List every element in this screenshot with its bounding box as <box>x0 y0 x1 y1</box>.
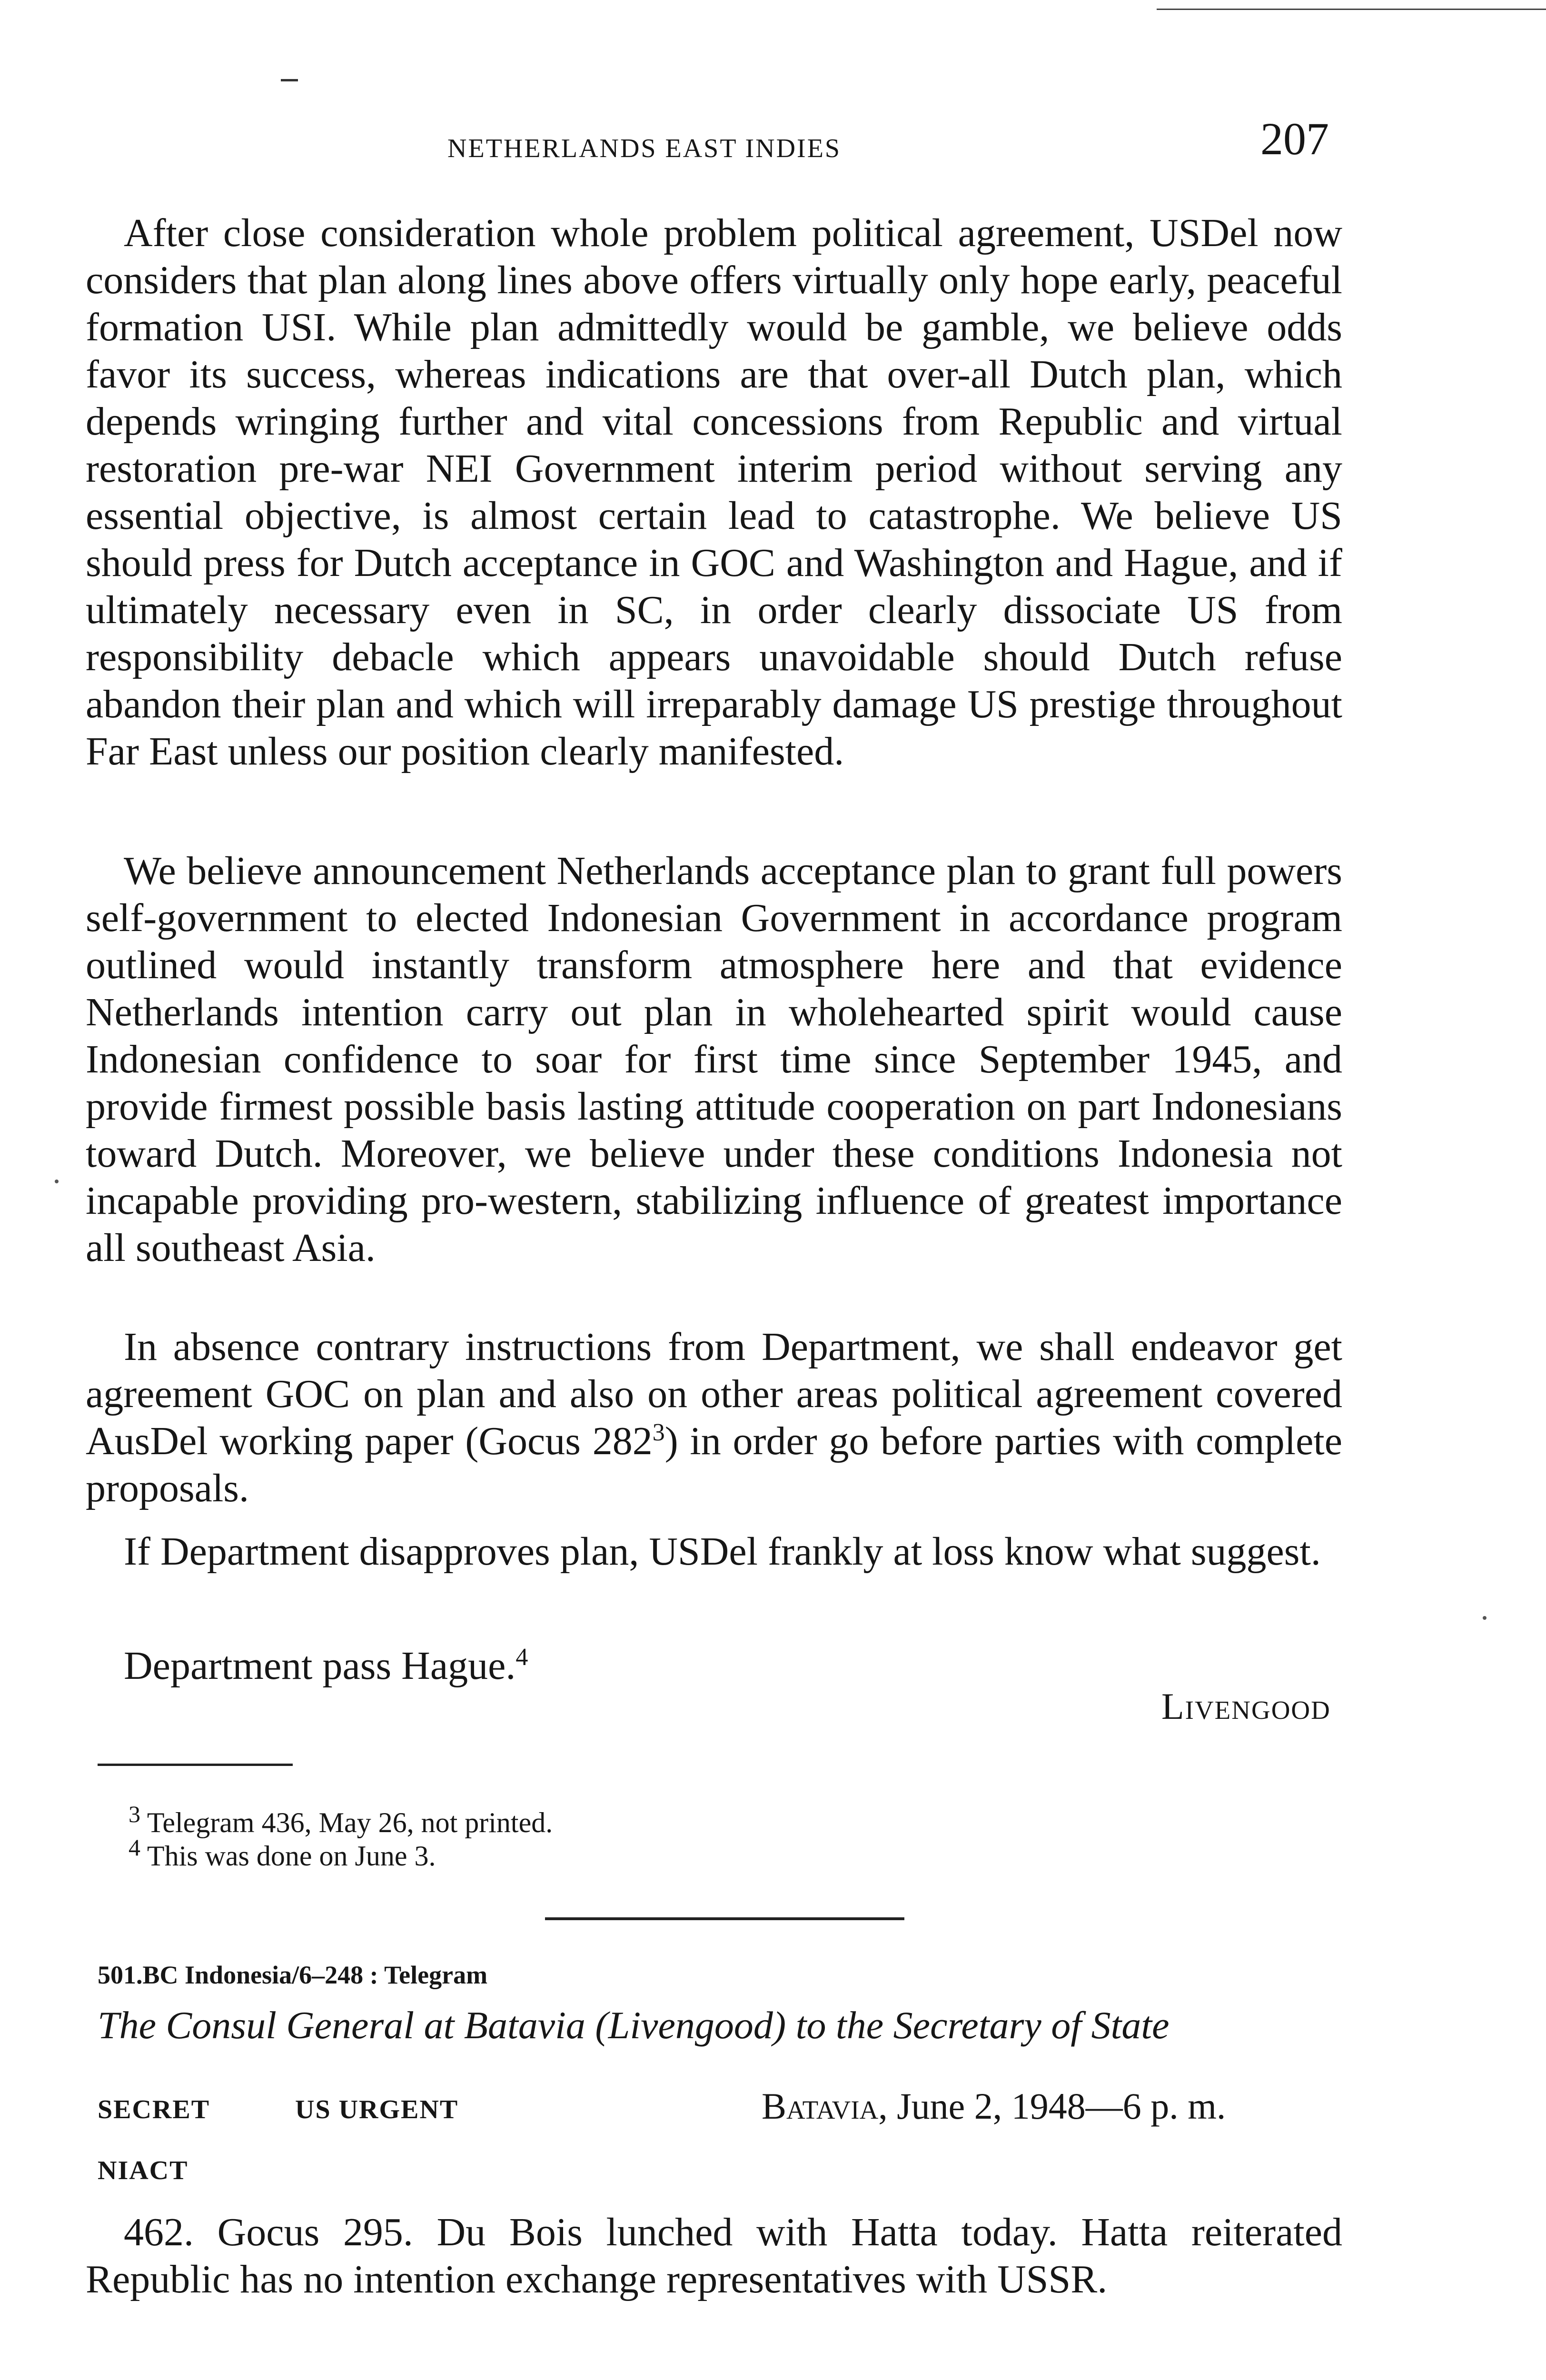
paragraph-5-text: Department pass Hague. <box>124 1644 516 1688</box>
document-title: The Consul General at Batavia (Livengood) to the Secretary of State <box>98 2003 1169 2047</box>
section-divider <box>545 1917 904 1920</box>
body-paragraph-2: We believe announcement Netherlands acceptance plan to grant full powers self-government to elected Indonesian Government in accordance program outlined would instantly transform atmosphere here and that evidence Netherlands intention carry out plan in wholehearted spirit would cause Indonesian confidence to soar for first time since September 1945, and provide firmest possible basis lasting attitude cooperation on part Indonesians toward Dutch. Moreover, we believe under these conditions Indonesia not incapable providing pro-western, stabilizing influence of greatest importance all southeast Asia. <box>86 849 1342 1270</box>
footnote-4-text: This was done on June 3. <box>147 1840 436 1872</box>
stray-dot <box>55 1180 59 1183</box>
telegram-text: 462. Gocus 295. Du Bois lunched with Hatta today. Hatta reiterated Republic has no intention exchange representatives with USSR. <box>86 2210 1342 2301</box>
file-reference: 501.BC Indonesia/6–248 : Telegram <box>98 1961 488 1989</box>
footnote-ref-4: 4 <box>515 1644 528 1671</box>
running-head: NETHERLANDS EAST INDIES <box>447 134 842 163</box>
classification: SECRET <box>98 2095 210 2124</box>
footnote-mark-3: 3 <box>129 1801 140 1827</box>
body-paragraph-5 <box>86 1642 1342 1689</box>
footnote-rule <box>98 1764 293 1766</box>
body-paragraph-1: After close consideration whole problem political agreement, USDel now considers that plan along lines above offers virtually only hope early, peaceful formation USI. While plan admittedly would be gamble, we believe odds favor its success, whereas indications are that over-all Dutch plan, which depends wringing further and vital concessions from Republic and virtual restoration pre-war NEI Government interim period without serving any essential objective, is almost certain lead to catastrophe. We believe US should press for Dutch acceptance in GOC and Washington and Hague, and if ultimately necessary even in SC, in order clearly dissociate US from responsibility debacle which appears unavoidable should Dutch refuse abandon their plan and which will irreparably damage US prestige throughout Far East unless our position clearly manifested. <box>86 211 1342 774</box>
handling: NIACT <box>98 2156 188 2185</box>
footnote-3-text: Telegram 436, May 26, not printed. <box>147 1807 553 1838</box>
paragraph-3-text: In absence contrary instructions from Department, we shall endeavor get agreement GOC on plan and also on other areas political agreement covered AusDel working paper (Gocus 282 <box>86 1325 1342 1463</box>
paragraph-3-tail: ) in order go before parties with complete proposals. <box>86 1419 1342 1510</box>
dateline-date: , June 2, 1948—6 p. m. <box>878 2085 1226 2127</box>
precedence: US URGENT <box>295 2095 459 2124</box>
footnote-ref-3: 3 <box>652 1419 665 1446</box>
signature: Livengood <box>1161 1686 1331 1727</box>
page-number: 207 <box>1260 113 1329 164</box>
footnote-mark-4: 4 <box>129 1834 140 1861</box>
dateline <box>762 2085 1226 2128</box>
dateline-place: Batavia <box>762 2085 879 2127</box>
footnote-4 <box>129 1831 436 1873</box>
body-paragraph-3 <box>86 1323 1342 1512</box>
top-edge-rule <box>1157 9 1546 10</box>
stray-mark <box>281 79 298 81</box>
body-paragraph-4: If Department disapproves plan, USDel frankly at loss know what suggest. <box>124 1529 1321 1574</box>
stray-dot <box>1483 1616 1487 1620</box>
